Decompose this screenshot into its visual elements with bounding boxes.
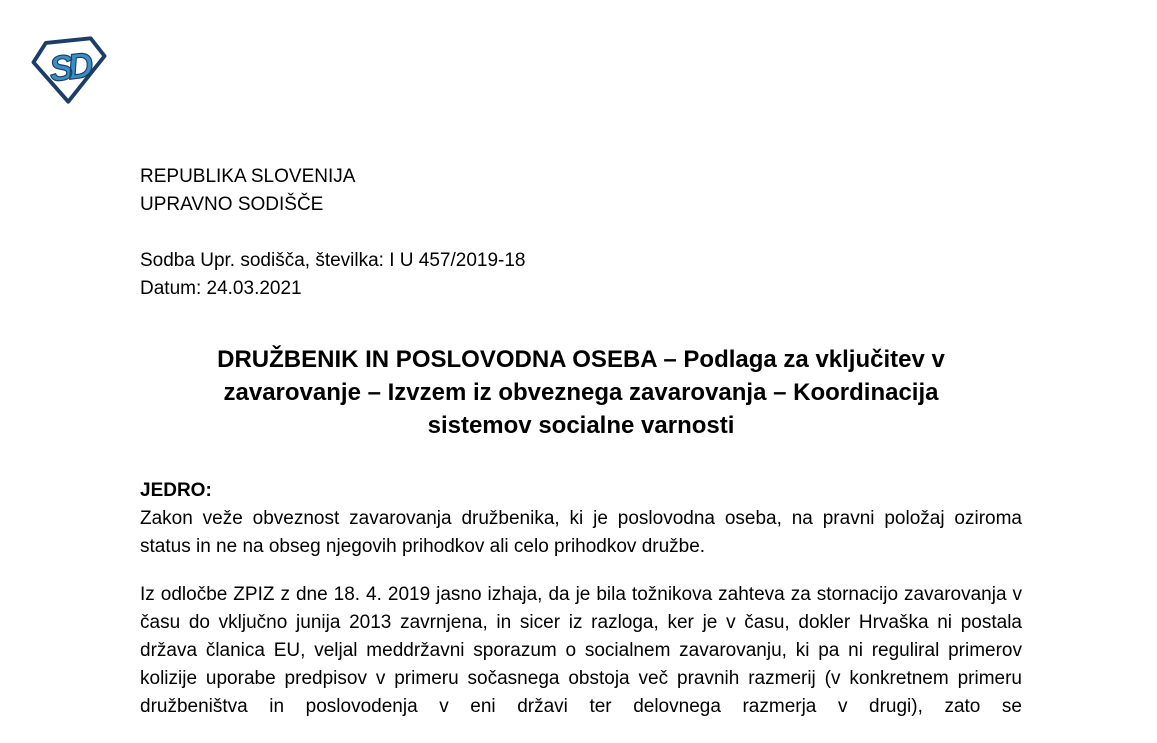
- case-reference-block: [140, 247, 1022, 303]
- shield-letters: SD: [47, 45, 91, 90]
- core-section-label: JEDRO:: [140, 480, 212, 501]
- country-name: REPUBLIKA SLOVENIJA: [140, 166, 356, 187]
- document-title-line: sistemov socialne varnosti: [427, 412, 735, 440]
- institution-block: [140, 163, 1022, 219]
- core-paragraph-2: Iz odločbe ZPIZ z dne 18. 4. 2019 jasno izhaja, da je bila tožnikova zahteva za stornacijo zavarovanja v času do vključno junija 2013 zavrnjena, in sicer iz razloga, ker je v času, dokler Hrvaška ni postala država članica EU, veljal meddržavni sporazum o socialnem zavarovanju, ki pa ni reguliral primerov kolizije uporabe predpisov v primeru sočasnega obstoja več pravnih razmerij (v konkretnem primeru družbeništva in poslovodenja v eni državi ter delovnega razmerja v drugi), zato se: [140, 584, 1022, 717]
- document-title: [140, 343, 1022, 442]
- document-title-line: DRUŽBENIK IN POSLOVODNA OSEBA – Podlaga za vključitev v: [217, 346, 945, 374]
- sd-shield-icon: [30, 36, 108, 104]
- document-title-line: zavarovanje – Izvzem iz obveznega zavarovanja – Koordinacija: [223, 379, 939, 407]
- court-name: UPRAVNO SODIŠČE: [140, 194, 324, 215]
- judgment-date: Datum: 24.03.2021: [140, 278, 302, 299]
- sd-shield-logo: [30, 36, 108, 104]
- case-reference: Sodba Upr. sodišča, številka: I U 457/2019-18: [140, 250, 526, 271]
- core-section: [140, 477, 1022, 561]
- core-paragraph-1: Zakon veže obveznost zavarovanja družbenika, ki je poslovodna oseba, na pravni položaj oziroma status in ne na obseg njegovih prihodkov ali celo prihodkov družbe.: [140, 508, 1022, 557]
